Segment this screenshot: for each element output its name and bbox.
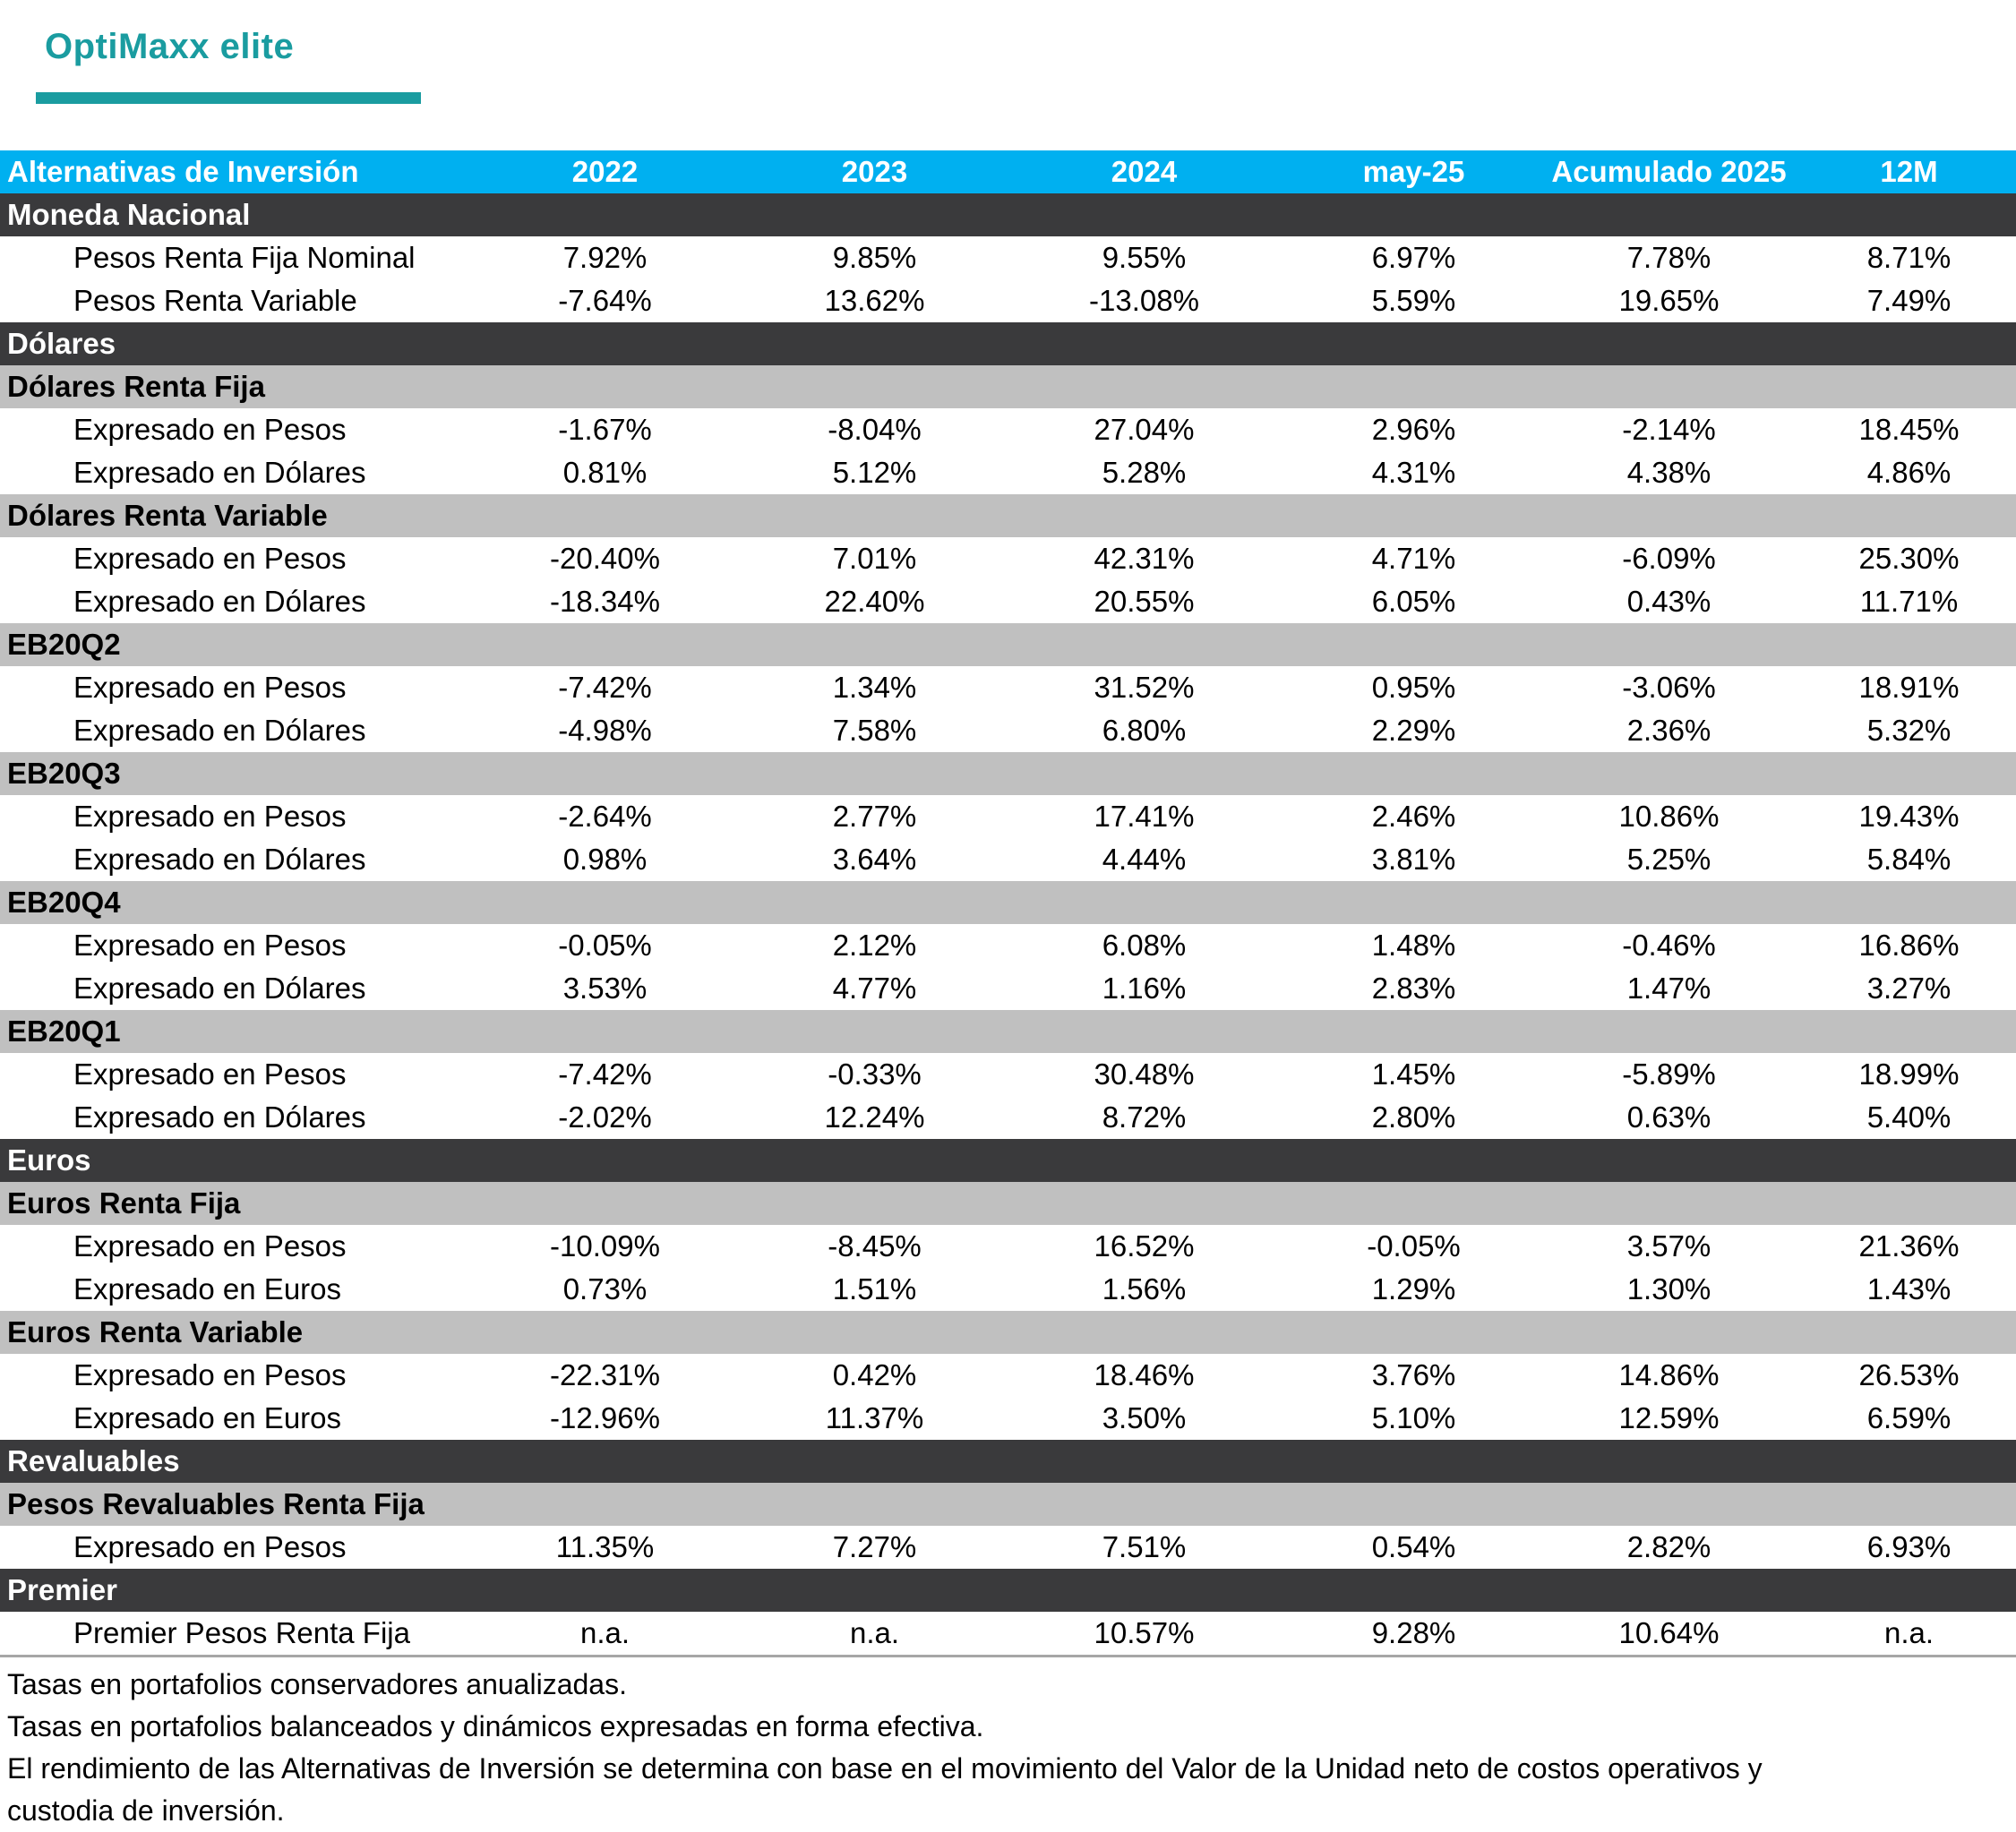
value-cell: 3.50%: [1009, 1397, 1279, 1440]
value-cell: 1.29%: [1279, 1268, 1548, 1311]
value-cell: 2.82%: [1548, 1526, 1789, 1569]
row-label: Pesos Renta Variable: [0, 279, 470, 322]
value-cell: -5.89%: [1548, 1053, 1789, 1096]
header-cell-may-25: may-25: [1279, 150, 1548, 193]
value-cell: 7.49%: [1789, 279, 2016, 322]
table-row: [0, 1354, 2016, 1397]
subsection-header: [0, 881, 2016, 924]
value-cell: 1.43%: [1789, 1268, 2016, 1311]
value-cell: 17.41%: [1009, 795, 1279, 838]
row-label: Expresado en Pesos: [0, 537, 470, 580]
table-row: [0, 580, 2016, 623]
value-cell: 10.57%: [1009, 1612, 1279, 1657]
header-cell-alternativas: Alternativas de Inversión: [0, 150, 470, 193]
header-cell-acumulado-2025: Acumulado 2025: [1548, 150, 1789, 193]
section-header: [0, 1569, 2016, 1612]
value-cell: 1.30%: [1548, 1268, 1789, 1311]
row-label: Expresado en Pesos: [0, 1225, 470, 1268]
value-cell: 4.38%: [1548, 451, 1789, 494]
value-cell: 18.91%: [1789, 666, 2016, 709]
value-cell: -2.14%: [1548, 408, 1789, 451]
value-cell: 16.52%: [1009, 1225, 1279, 1268]
row-label: Expresado en Pesos: [0, 924, 470, 967]
value-cell: 18.99%: [1789, 1053, 2016, 1096]
value-cell: 19.43%: [1789, 795, 2016, 838]
value-cell: -6.09%: [1548, 537, 1789, 580]
section-header-label: Premier: [0, 1569, 2016, 1612]
value-cell: 4.77%: [740, 967, 1009, 1010]
footnote: Tasas en portafolios balanceados y dinámicos expresadas en forma efectiva.: [7, 1710, 984, 1742]
header-cell-2023: 2023: [740, 150, 1009, 193]
value-cell: 9.55%: [1009, 236, 1279, 279]
value-cell: 4.31%: [1279, 451, 1548, 494]
subsection-header-label: Dólares Renta Variable: [0, 494, 2016, 537]
table-row: [0, 838, 2016, 881]
value-cell: 7.01%: [740, 537, 1009, 580]
row-label: Expresado en Pesos: [0, 666, 470, 709]
value-cell: 4.44%: [1009, 838, 1279, 881]
value-cell: 4.71%: [1279, 537, 1548, 580]
value-cell: 22.40%: [740, 580, 1009, 623]
table-row: [0, 451, 2016, 494]
value-cell: 16.86%: [1789, 924, 2016, 967]
value-cell: -8.45%: [740, 1225, 1009, 1268]
section-header-label: Dólares: [0, 322, 2016, 365]
table-row: [0, 1096, 2016, 1139]
value-cell: 1.16%: [1009, 967, 1279, 1010]
value-cell: 3.57%: [1548, 1225, 1789, 1268]
table-row: [0, 1526, 2016, 1569]
subsection-header-label: EB20Q2: [0, 623, 2016, 666]
section-header: [0, 193, 2016, 236]
value-cell: 1.45%: [1279, 1053, 1548, 1096]
value-cell: 6.59%: [1789, 1397, 2016, 1440]
header-cell-2024: 2024: [1009, 150, 1279, 193]
value-cell: 9.28%: [1279, 1612, 1548, 1657]
value-cell: 5.32%: [1789, 709, 2016, 752]
value-cell: 5.40%: [1789, 1096, 2016, 1139]
value-cell: 2.77%: [740, 795, 1009, 838]
row-label: Expresado en Pesos: [0, 1053, 470, 1096]
table-header-row: [0, 150, 2016, 193]
row-label: Expresado en Dólares: [0, 709, 470, 752]
section-header-label: Euros: [0, 1139, 2016, 1182]
value-cell: n.a.: [740, 1612, 1009, 1657]
header-cell-12m: 12M: [1789, 150, 2016, 193]
value-cell: 9.85%: [740, 236, 1009, 279]
subsection-header: [0, 1010, 2016, 1053]
value-cell: 7.27%: [740, 1526, 1009, 1569]
table-row: [0, 537, 2016, 580]
value-cell: 27.04%: [1009, 408, 1279, 451]
subsection-header: [0, 1182, 2016, 1225]
value-cell: 1.34%: [740, 666, 1009, 709]
row-label: Premier Pesos Renta Fija: [0, 1612, 470, 1657]
brand-logo: OptiMaxx elite: [45, 27, 295, 66]
value-cell: 2.12%: [740, 924, 1009, 967]
footnotes: [7, 1664, 1977, 1832]
value-cell: -4.98%: [470, 709, 740, 752]
value-cell: -0.05%: [1279, 1225, 1548, 1268]
value-cell: -20.40%: [470, 537, 740, 580]
value-cell: -0.33%: [740, 1053, 1009, 1096]
value-cell: 21.36%: [1789, 1225, 2016, 1268]
value-cell: 18.46%: [1009, 1354, 1279, 1397]
value-cell: n.a.: [1789, 1612, 2016, 1657]
header-cell-2022: 2022: [470, 150, 740, 193]
value-cell: -8.04%: [740, 408, 1009, 451]
value-cell: 3.76%: [1279, 1354, 1548, 1397]
table-row: [0, 795, 2016, 838]
section-header: [0, 322, 2016, 365]
value-cell: -22.31%: [470, 1354, 740, 1397]
table-row: [0, 1053, 2016, 1096]
value-cell: 4.86%: [1789, 451, 2016, 494]
value-cell: 1.48%: [1279, 924, 1548, 967]
value-cell: 1.56%: [1009, 1268, 1279, 1311]
value-cell: -7.42%: [470, 666, 740, 709]
value-cell: -7.64%: [470, 279, 740, 322]
subsection-header-label: Euros Renta Fija: [0, 1182, 2016, 1225]
row-label: Expresado en Euros: [0, 1397, 470, 1440]
value-cell: 5.25%: [1548, 838, 1789, 881]
table-row: [0, 666, 2016, 709]
value-cell: 2.80%: [1279, 1096, 1548, 1139]
subsection-header-label: Pesos Revaluables Renta Fija: [0, 1483, 2016, 1526]
value-cell: 1.51%: [740, 1268, 1009, 1311]
value-cell: -18.34%: [470, 580, 740, 623]
value-cell: -0.05%: [470, 924, 740, 967]
value-cell: -3.06%: [1548, 666, 1789, 709]
value-cell: 0.81%: [470, 451, 740, 494]
value-cell: 3.53%: [470, 967, 740, 1010]
value-cell: 8.71%: [1789, 236, 2016, 279]
value-cell: 20.55%: [1009, 580, 1279, 623]
value-cell: 19.65%: [1548, 279, 1789, 322]
row-label: Expresado en Dólares: [0, 451, 470, 494]
value-cell: -2.02%: [470, 1096, 740, 1139]
value-cell: 26.53%: [1789, 1354, 2016, 1397]
value-cell: 7.51%: [1009, 1526, 1279, 1569]
footnote: Tasas en portafolios conservadores anualizadas.: [7, 1668, 627, 1700]
row-label: Expresado en Dólares: [0, 580, 470, 623]
value-cell: 0.73%: [470, 1268, 740, 1311]
value-cell: 10.86%: [1548, 795, 1789, 838]
subsection-header-label: Euros Renta Variable: [0, 1311, 2016, 1354]
table-row: [0, 709, 2016, 752]
value-cell: -12.96%: [470, 1397, 740, 1440]
row-label: Expresado en Euros: [0, 1268, 470, 1311]
value-cell: 2.96%: [1279, 408, 1548, 451]
value-cell: 5.10%: [1279, 1397, 1548, 1440]
value-cell: 3.81%: [1279, 838, 1548, 881]
value-cell: -13.08%: [1009, 279, 1279, 322]
value-cell: 18.45%: [1789, 408, 2016, 451]
value-cell: 6.97%: [1279, 236, 1548, 279]
row-label: Expresado en Dólares: [0, 838, 470, 881]
value-cell: 11.35%: [470, 1526, 740, 1569]
value-cell: 5.12%: [740, 451, 1009, 494]
value-cell: -7.42%: [470, 1053, 740, 1096]
table-row: [0, 967, 2016, 1010]
table-row: [0, 1612, 2016, 1657]
subsection-header-label: EB20Q3: [0, 752, 2016, 795]
value-cell: 3.27%: [1789, 967, 2016, 1010]
table-row: [0, 1225, 2016, 1268]
table-row: [0, 236, 2016, 279]
value-cell: 6.93%: [1789, 1526, 2016, 1569]
value-cell: -10.09%: [470, 1225, 740, 1268]
value-cell: n.a.: [470, 1612, 740, 1657]
value-cell: 5.59%: [1279, 279, 1548, 322]
value-cell: 42.31%: [1009, 537, 1279, 580]
subsection-header: [0, 623, 2016, 666]
value-cell: 31.52%: [1009, 666, 1279, 709]
table-row: [0, 1397, 2016, 1440]
subsection-header: [0, 1483, 2016, 1526]
value-cell: 8.72%: [1009, 1096, 1279, 1139]
value-cell: -1.67%: [470, 408, 740, 451]
row-label: Expresado en Dólares: [0, 967, 470, 1010]
value-cell: 11.71%: [1789, 580, 2016, 623]
section-header: [0, 1139, 2016, 1182]
row-label: Expresado en Dólares: [0, 1096, 470, 1139]
value-cell: 0.63%: [1548, 1096, 1789, 1139]
value-cell: 2.83%: [1279, 967, 1548, 1010]
value-cell: 5.84%: [1789, 838, 2016, 881]
table-row: [0, 1268, 2016, 1311]
row-label: Expresado en Pesos: [0, 1354, 470, 1397]
value-cell: 12.24%: [740, 1096, 1009, 1139]
table-body: [0, 193, 2016, 1657]
value-cell: 25.30%: [1789, 537, 2016, 580]
subsection-header: [0, 494, 2016, 537]
subsection-header-label: Dólares Renta Fija: [0, 365, 2016, 408]
value-cell: 1.47%: [1548, 967, 1789, 1010]
row-label: Pesos Renta Fija Nominal: [0, 236, 470, 279]
returns-table: [0, 150, 2016, 1657]
value-cell: 10.64%: [1548, 1612, 1789, 1657]
value-cell: 7.92%: [470, 236, 740, 279]
value-cell: 2.46%: [1279, 795, 1548, 838]
value-cell: 6.05%: [1279, 580, 1548, 623]
table-row: [0, 279, 2016, 322]
brand-underline: [36, 92, 421, 104]
value-cell: 14.86%: [1548, 1354, 1789, 1397]
footnote: custodia de inversión.: [7, 1794, 285, 1827]
value-cell: 6.80%: [1009, 709, 1279, 752]
section-header-label: Revaluables: [0, 1440, 2016, 1483]
value-cell: 30.48%: [1009, 1053, 1279, 1096]
footnote: El rendimiento de las Alternativas de Inversión se determina con base en el movimiento del Valor de la Unidad neto de costos operativos y: [7, 1752, 1763, 1785]
value-cell: 12.59%: [1548, 1397, 1789, 1440]
subsection-header-label: EB20Q1: [0, 1010, 2016, 1053]
value-cell: 0.43%: [1548, 580, 1789, 623]
value-cell: -0.46%: [1548, 924, 1789, 967]
value-cell: 11.37%: [740, 1397, 1009, 1440]
value-cell: 0.95%: [1279, 666, 1548, 709]
value-cell: 2.29%: [1279, 709, 1548, 752]
subsection-header: [0, 365, 2016, 408]
table-row: [0, 408, 2016, 451]
value-cell: -2.64%: [470, 795, 740, 838]
value-cell: 5.28%: [1009, 451, 1279, 494]
subsection-header-label: EB20Q4: [0, 881, 2016, 924]
table-row: [0, 924, 2016, 967]
subsection-header: [0, 752, 2016, 795]
value-cell: 2.36%: [1548, 709, 1789, 752]
value-cell: 7.58%: [740, 709, 1009, 752]
row-label: Expresado en Pesos: [0, 795, 470, 838]
value-cell: 0.42%: [740, 1354, 1009, 1397]
value-cell: 3.64%: [740, 838, 1009, 881]
value-cell: 7.78%: [1548, 236, 1789, 279]
value-cell: 13.62%: [740, 279, 1009, 322]
value-cell: 0.54%: [1279, 1526, 1548, 1569]
section-header: [0, 1440, 2016, 1483]
row-label: Expresado en Pesos: [0, 1526, 470, 1569]
value-cell: 0.98%: [470, 838, 740, 881]
section-header-label: Moneda Nacional: [0, 193, 2016, 236]
row-label: Expresado en Pesos: [0, 408, 470, 451]
value-cell: 6.08%: [1009, 924, 1279, 967]
subsection-header: [0, 1311, 2016, 1354]
